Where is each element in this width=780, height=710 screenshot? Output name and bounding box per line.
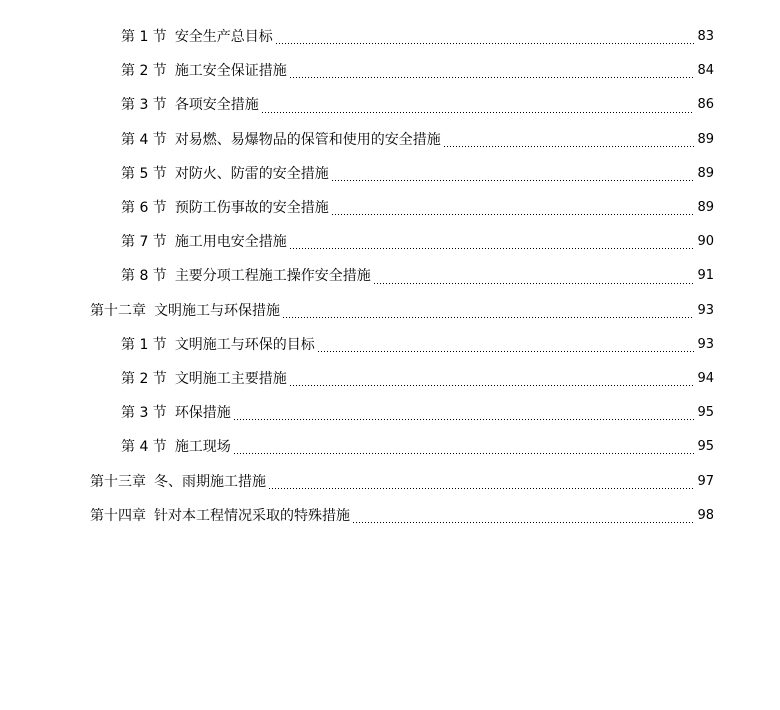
- toc-entry-page-number: 97: [697, 473, 714, 489]
- toc-entry-page-number: 95: [697, 405, 714, 421]
- toc-entry-number: 第 8 节: [121, 268, 167, 285]
- toc-entry-label: [121, 234, 287, 250]
- toc-dot-leader: [331, 180, 694, 181]
- toc-entry-label: [90, 303, 280, 319]
- toc-entry-label: [121, 166, 329, 182]
- toc-dot-leader: [275, 43, 694, 44]
- toc-entry-page-number: 90: [697, 234, 714, 250]
- toc-entry[interactable]: [0, 362, 780, 396]
- toc-entry-label: [90, 508, 350, 524]
- toc-entry-label: [121, 29, 273, 45]
- toc-entry-title: 施工安全保证措施: [174, 63, 287, 80]
- toc-entry[interactable]: [0, 499, 780, 533]
- toc-entry-number: 第十二章: [90, 302, 146, 319]
- toc-entry[interactable]: [0, 88, 780, 122]
- toc-entry-title: 施工用电安全措施: [174, 234, 287, 251]
- toc-entry-title: 主要分项工程施工操作安全措施: [174, 268, 371, 285]
- toc-entry-label: [90, 474, 266, 490]
- toc-entry[interactable]: [0, 191, 780, 225]
- toc-entry[interactable]: [0, 123, 780, 157]
- toc-entry-label: [121, 97, 259, 113]
- toc-entry-label: [121, 405, 231, 421]
- toc-entry-label: [121, 439, 231, 455]
- toc-entry-number: 第 7 节: [121, 234, 167, 251]
- toc-entry[interactable]: [0, 157, 780, 191]
- toc-dot-leader: [443, 146, 694, 147]
- toc-dot-leader: [233, 419, 694, 420]
- toc-entry-title: 针对本工程情况采取的特殊措施: [154, 507, 350, 524]
- toc-entry[interactable]: [0, 20, 780, 54]
- toc-dot-leader: [289, 77, 694, 78]
- toc-entry-title: 文明施工与环保的目标: [174, 336, 315, 353]
- toc-entry-number: 第十三章: [90, 473, 146, 490]
- toc-dot-leader: [233, 453, 694, 454]
- toc-entry-page-number: 91: [697, 268, 714, 284]
- toc-entry-title: 文明施工主要措施: [174, 370, 287, 387]
- toc-entry-title: 冬、雨期施工措施: [154, 473, 266, 490]
- toc-dot-leader: [331, 214, 694, 215]
- toc-entry-number: 第 2 节: [121, 63, 167, 80]
- toc-entry[interactable]: [0, 54, 780, 88]
- toc-entry-number: 第十四章: [90, 507, 146, 524]
- toc-entry[interactable]: [0, 430, 780, 464]
- toc-dot-leader: [289, 385, 694, 386]
- toc-entry-number: 第 4 节: [121, 439, 167, 456]
- toc-entry-page-number: 93: [697, 336, 714, 352]
- toc-dot-leader: [373, 283, 694, 284]
- toc-entry[interactable]: [0, 396, 780, 430]
- toc-entry-number: 第 2 节: [121, 370, 167, 387]
- toc-entry-title: 对防火、防雷的安全措施: [174, 165, 329, 182]
- toc-entry-label: [121, 371, 287, 387]
- toc-entry-title: 环保措施: [174, 405, 231, 422]
- toc-entry-number: 第 5 节: [121, 165, 167, 182]
- toc-entry-page-number: 89: [697, 165, 714, 181]
- toc-dot-leader: [289, 248, 694, 249]
- toc-entry-title: 各项安全措施: [174, 97, 259, 114]
- toc-entry-page-number: 98: [697, 507, 714, 523]
- toc-entry-label: [121, 132, 441, 148]
- toc-entry[interactable]: [0, 464, 780, 498]
- toc-entry-title: 施工现场: [174, 439, 231, 456]
- toc-dot-leader: [261, 112, 694, 113]
- toc-entry-page-number: 84: [697, 63, 714, 79]
- toc-entry-number: 第 3 节: [121, 97, 167, 114]
- toc-entry-page-number: 89: [697, 131, 714, 147]
- toc-entry-page-number: 94: [697, 370, 714, 386]
- toc-entry-page-number: 83: [697, 29, 714, 45]
- toc-entry-number: 第 3 节: [121, 405, 167, 422]
- toc-entry-number: 第 1 节: [121, 29, 167, 46]
- toc-dot-leader: [317, 351, 694, 352]
- toc-entry-page-number: 89: [697, 200, 714, 216]
- toc-dot-leader: [282, 317, 694, 318]
- toc-entry[interactable]: [0, 294, 780, 328]
- toc-entry-title: 文明施工与环保措施: [154, 302, 280, 319]
- toc-entry-title: 预防工伤事故的安全措施: [174, 200, 329, 217]
- toc-entry[interactable]: [0, 328, 780, 362]
- toc-entry-number: 第 4 节: [121, 131, 167, 148]
- toc-entry-page-number: 95: [697, 439, 714, 455]
- toc-entry-label: [121, 268, 371, 284]
- toc-entry[interactable]: [0, 225, 780, 259]
- toc-dot-leader: [268, 488, 694, 489]
- toc-entry-number: 第 1 节: [121, 336, 167, 353]
- toc-entry-label: [121, 200, 329, 216]
- toc-entry-title: 对易燃、易爆物品的保管和使用的安全措施: [174, 131, 441, 148]
- toc-entry-page-number: 93: [697, 302, 714, 318]
- toc-entry-page-number: 86: [697, 97, 714, 113]
- toc-entry-title: 安全生产总目标: [174, 29, 273, 46]
- toc-entry[interactable]: [0, 259, 780, 293]
- toc-dot-leader: [352, 522, 694, 523]
- toc-entry-label: [121, 63, 287, 79]
- table-of-contents: [0, 20, 780, 533]
- toc-entry-label: [121, 337, 315, 353]
- toc-entry-number: 第 6 节: [121, 200, 167, 217]
